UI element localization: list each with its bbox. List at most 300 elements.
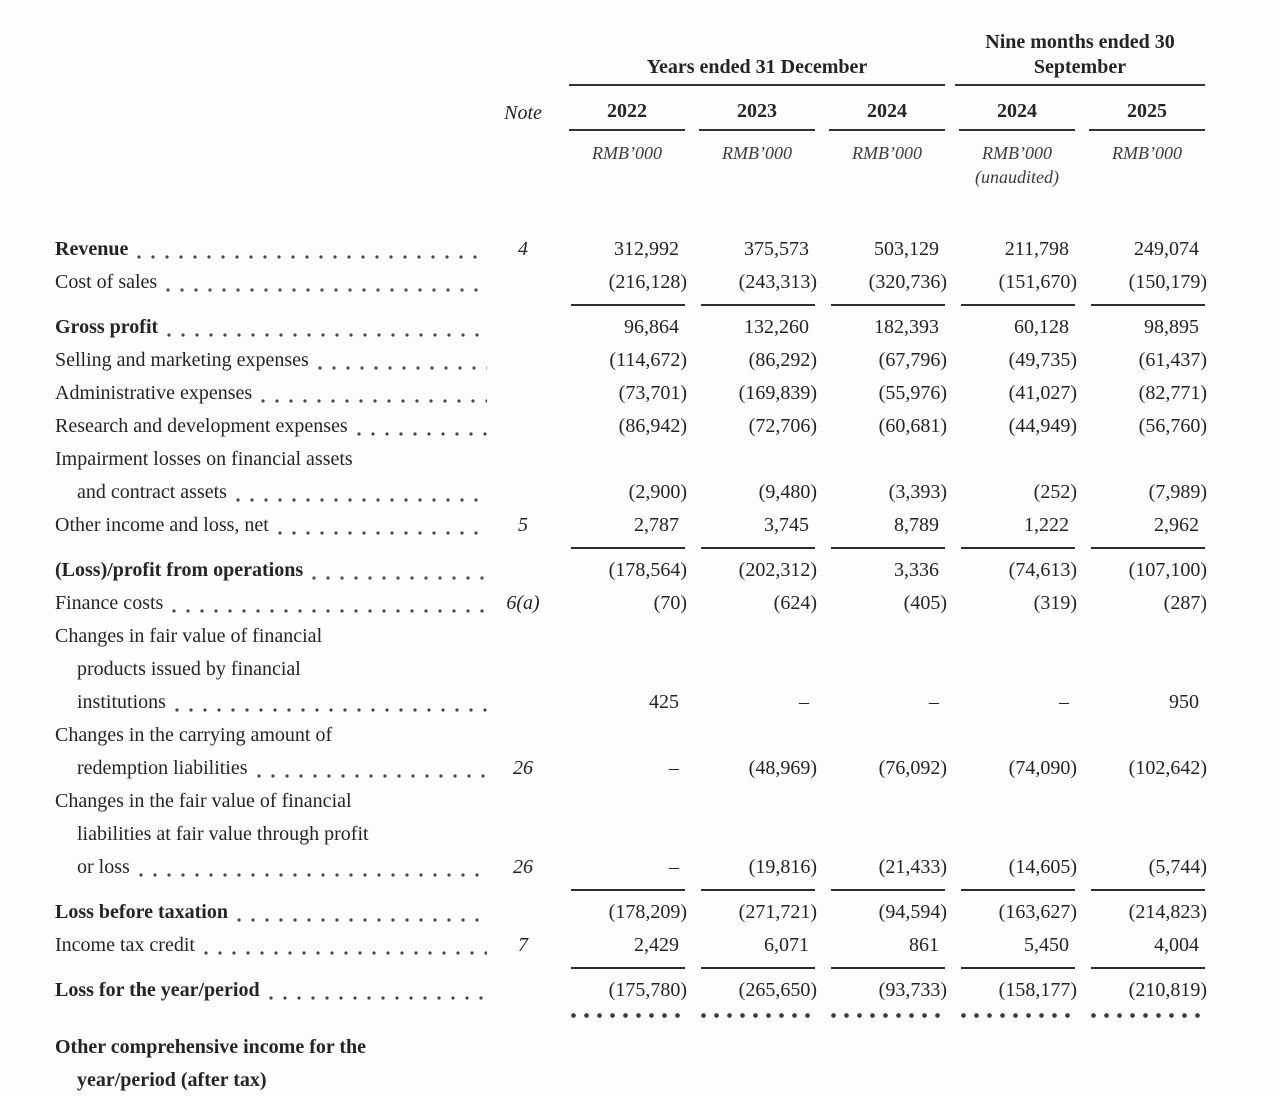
row-label-text: (Loss)/profit from operations [55, 559, 304, 581]
value-box [1091, 476, 1205, 509]
period-group-title: Nine months ended 30 September [985, 31, 1175, 78]
value-cell [685, 311, 815, 344]
value-cell [685, 974, 815, 1007]
value: (55,976) [878, 382, 947, 404]
value: (19,816) [748, 856, 817, 878]
value-box [571, 974, 685, 1007]
row-label-text: institutions [77, 691, 166, 713]
value-box [701, 752, 815, 785]
value: 950 [1169, 691, 1199, 713]
value-box [831, 410, 945, 443]
value-cell [555, 476, 685, 509]
value: 211,798 [1004, 238, 1069, 260]
value: (2,900) [628, 481, 687, 503]
value-cell [945, 377, 1075, 410]
value-box [571, 476, 685, 509]
value-box [571, 344, 685, 377]
row-label [55, 974, 491, 1007]
row-label-line [55, 1064, 491, 1096]
value: 425 [649, 691, 679, 713]
value: 132,260 [744, 316, 809, 338]
dot-leader [172, 609, 487, 613]
value: 2,962 [1154, 514, 1199, 536]
dot-leader [139, 873, 487, 877]
row-label-line [55, 620, 491, 653]
row-label [55, 233, 491, 266]
table-row [55, 719, 1278, 785]
value-cell [1075, 929, 1205, 962]
value-cell [1075, 587, 1205, 620]
value: (56,760) [1138, 415, 1207, 437]
value-box [961, 311, 1075, 344]
row-label-line [55, 233, 491, 266]
value: (5,744) [1148, 856, 1207, 878]
value-cell [945, 476, 1075, 509]
row-label-text: Changes in the fair value of financial [55, 790, 352, 812]
value: (9,480) [758, 481, 817, 503]
value: (48,969) [748, 757, 817, 779]
value-cell [1075, 752, 1205, 785]
value: 60,128 [1014, 316, 1069, 338]
value-box [1091, 587, 1205, 620]
value: (86,292) [748, 349, 817, 371]
value-cell [685, 752, 815, 785]
unit-label: RMB’000 [592, 143, 662, 163]
value: 861 [909, 934, 939, 956]
value: (74,613) [1008, 559, 1077, 581]
note-ref: 7 [518, 934, 528, 956]
value-cell [815, 266, 945, 299]
year-header-2022: 2022 [569, 98, 685, 131]
value: (41,027) [1008, 382, 1077, 404]
row-label [55, 1031, 491, 1096]
row-label-line [55, 554, 491, 587]
value-cell [815, 896, 945, 929]
value-cell [555, 896, 685, 929]
value-box [1091, 752, 1205, 785]
value: (60,681) [878, 415, 947, 437]
value: (287) [1163, 592, 1207, 614]
value: 375,573 [744, 238, 809, 260]
row-label-line [55, 896, 491, 929]
value-cell [555, 851, 685, 884]
value-box [831, 344, 945, 377]
value: (70) [653, 592, 687, 614]
value-box [701, 311, 815, 344]
dot-leader [278, 531, 487, 535]
value-box [961, 587, 1075, 620]
row-label-text: Other income and loss, net [55, 514, 269, 536]
value: (67,796) [878, 349, 947, 371]
row-label-line [55, 509, 491, 542]
value-cell [685, 851, 815, 884]
value-box [831, 509, 945, 542]
row-label-text: Cost of sales [55, 271, 158, 293]
note-ref: 5 [518, 514, 528, 536]
table-row [55, 377, 1278, 410]
dot-leader [318, 366, 487, 370]
value-box [831, 851, 945, 884]
value-box [701, 686, 815, 719]
row-label [55, 554, 491, 587]
year-header-2024: 2024 [829, 98, 945, 131]
value: (150,179) [1128, 271, 1207, 293]
value: (151,670) [998, 271, 1077, 293]
value: (214,823) [1128, 901, 1207, 923]
value-cell [945, 851, 1075, 884]
value-cell [685, 410, 815, 443]
value: (320,736) [868, 271, 947, 293]
value: (82,771) [1138, 382, 1207, 404]
dot-leader [167, 333, 487, 337]
unit-label: RMB’000 [1112, 143, 1182, 163]
table-row [55, 311, 1278, 344]
row-label-text: Research and development expenses [55, 415, 348, 437]
value: (7,989) [1148, 481, 1207, 503]
value-box [831, 233, 945, 266]
value-box [961, 974, 1075, 1007]
value-box [571, 686, 685, 719]
value-cell [555, 587, 685, 620]
value: (178,564) [608, 559, 687, 581]
value-cell [1075, 476, 1205, 509]
note-ref: 26 [513, 757, 533, 779]
dot-leader [261, 399, 487, 403]
unit-label: RMB’000 [852, 143, 922, 163]
value-box [831, 929, 945, 962]
value-cell [815, 851, 945, 884]
value-box [961, 752, 1075, 785]
table-row [55, 1031, 1278, 1096]
row-label-line [55, 266, 491, 299]
value: (21,433) [878, 856, 947, 878]
value-cell [945, 896, 1075, 929]
row-label-line [55, 311, 491, 344]
spacer [491, 131, 555, 189]
value-cell [815, 377, 945, 410]
row-label-text: or loss [77, 856, 130, 878]
value: – [669, 856, 679, 878]
value-box [571, 509, 685, 542]
value: (114,672) [609, 349, 687, 371]
value: (169,839) [738, 382, 817, 404]
value-cell [945, 266, 1075, 299]
value: (107,100) [1128, 559, 1207, 581]
value-cell [945, 311, 1075, 344]
value: (102,642) [1128, 757, 1207, 779]
value-box [961, 896, 1075, 929]
value-cell [1075, 410, 1205, 443]
value-cell [1075, 974, 1205, 1007]
value: (3,393) [888, 481, 947, 503]
value-cell [945, 509, 1075, 542]
value-box [1091, 344, 1205, 377]
value: (252) [1033, 481, 1077, 503]
unit-label: RMB’000 [722, 143, 792, 163]
value-box [571, 233, 685, 266]
value-cell [815, 233, 945, 266]
value: 312,992 [614, 238, 679, 260]
value-cell [555, 554, 685, 587]
value-box [961, 476, 1075, 509]
row-label-text: liabilities at fair value through profit [77, 823, 369, 845]
value: 3,745 [764, 514, 809, 536]
value-cell [1075, 266, 1205, 299]
value-box [831, 554, 945, 587]
value-box [701, 344, 815, 377]
note-ref: 26 [513, 856, 533, 878]
value-cell [555, 266, 685, 299]
spacer [55, 131, 491, 189]
value-box [571, 896, 685, 929]
value: (202,312) [738, 559, 817, 581]
row-label-text: Selling and marketing expenses [55, 349, 309, 371]
value-box [701, 974, 815, 1007]
row-label [55, 719, 491, 785]
value: 98,895 [1144, 316, 1199, 338]
value-cell [685, 344, 815, 377]
value-cell [1075, 233, 1205, 266]
value: (86,942) [618, 415, 687, 437]
row-label-text: and contract assets [77, 481, 227, 503]
value-box [1091, 377, 1205, 410]
value-box [961, 509, 1075, 542]
table-row [55, 587, 1278, 620]
value-cell [685, 587, 815, 620]
value: 4,004 [1154, 934, 1199, 956]
row-label-text: Finance costs [55, 592, 164, 614]
value-box [831, 587, 945, 620]
value-cell [815, 509, 945, 542]
dot-leader [357, 432, 487, 436]
table-row [55, 410, 1278, 443]
value-box [961, 929, 1075, 962]
dot-leader [269, 996, 487, 1000]
value-cell [945, 233, 1075, 266]
value-box [701, 266, 815, 299]
period-group-years-ended [569, 55, 945, 86]
table-row [55, 344, 1278, 377]
row-label-text: Revenue [55, 238, 129, 260]
value-box [571, 377, 685, 410]
value: 3,336 [894, 559, 939, 581]
value: (44,949) [1008, 415, 1077, 437]
value-box [571, 587, 685, 620]
row-label-text: Changes in the carrying amount of [55, 724, 333, 746]
row-label [55, 509, 491, 542]
value: – [799, 691, 809, 713]
value-cell [685, 233, 815, 266]
value-cell [555, 311, 685, 344]
value-box [961, 266, 1075, 299]
value-box [701, 509, 815, 542]
unit-label [959, 131, 1075, 189]
value: (265,650) [738, 979, 817, 1001]
value-cell [1075, 344, 1205, 377]
dot-leader [204, 951, 487, 955]
row-label-line [55, 719, 491, 752]
unit-row [55, 131, 1278, 189]
row-label [55, 410, 491, 443]
value-box [831, 896, 945, 929]
row-label [55, 785, 491, 884]
table-row [55, 266, 1278, 299]
value-cell [555, 509, 685, 542]
value-cell [685, 266, 815, 299]
value-cell [1075, 509, 1205, 542]
value: (74,090) [1008, 757, 1077, 779]
value: (14,605) [1008, 856, 1077, 878]
value: 8,789 [894, 514, 939, 536]
year-header-2023: 2023 [699, 98, 815, 131]
value-box [701, 929, 815, 962]
value: (405) [903, 592, 947, 614]
row-label [55, 311, 491, 344]
row-label [55, 344, 491, 377]
value-cell [945, 410, 1075, 443]
dot-leader [237, 918, 487, 922]
value-cell [815, 311, 945, 344]
row-label-line [55, 752, 491, 785]
value: (271,721) [738, 901, 817, 923]
row-label-text: Impairment losses on financial assets [55, 448, 353, 470]
row-label-line [55, 686, 491, 719]
value-box [571, 929, 685, 962]
value-cell [555, 344, 685, 377]
value-cell [815, 974, 945, 1007]
value-box [831, 311, 945, 344]
table-row [55, 554, 1278, 587]
value-cell [1075, 377, 1205, 410]
value-box [961, 233, 1075, 266]
value-cell [555, 410, 685, 443]
row-label-text: Other comprehensive income for the [55, 1036, 367, 1058]
row-label-line [55, 929, 491, 962]
note-ref: 6(a) [506, 592, 540, 614]
period-group-title: Years ended 31 December [646, 56, 868, 78]
value: 503,129 [874, 238, 939, 260]
value: (73,701) [618, 382, 687, 404]
value: (319) [1033, 592, 1077, 614]
value-box [571, 410, 685, 443]
value-cell [555, 929, 685, 962]
value-box [571, 851, 685, 884]
value: (72,706) [748, 415, 817, 437]
value: 96,864 [624, 316, 679, 338]
table-row [55, 620, 1278, 719]
value-box [701, 233, 815, 266]
value-cell [685, 377, 815, 410]
value: (61,437) [1138, 349, 1207, 371]
value-cell [815, 554, 945, 587]
value-box [961, 851, 1075, 884]
row-label [55, 443, 491, 509]
table-row [55, 929, 1278, 962]
row-label-text: Gross profit [55, 316, 159, 338]
value-box [571, 554, 685, 587]
dot-leader [257, 774, 487, 778]
value: – [1059, 691, 1069, 713]
unit-label-text: RMB’000 [982, 143, 1052, 163]
row-label-line [55, 785, 491, 818]
value-cell [555, 233, 685, 266]
value-cell [815, 587, 945, 620]
value-box [571, 311, 685, 344]
year-header-2024-nine-months: 2024 [959, 98, 1075, 131]
table-row [55, 509, 1278, 542]
value-cell [945, 587, 1075, 620]
value-box [831, 266, 945, 299]
value-box [831, 974, 945, 1007]
row-label-text: Administrative expenses [55, 382, 253, 404]
value-cell [945, 974, 1075, 1007]
value-cell [555, 752, 685, 785]
value-box [961, 344, 1075, 377]
value-cell [815, 686, 945, 719]
value-box [701, 410, 815, 443]
table-row [55, 896, 1278, 929]
value: (178,209) [608, 901, 687, 923]
row-label-line [55, 818, 491, 851]
value-cell [815, 476, 945, 509]
value-cell [1075, 686, 1205, 719]
row-label-text: Loss for the year/period [55, 979, 260, 1001]
row-label [55, 620, 491, 719]
row-label-line [55, 443, 491, 476]
value: 5,450 [1024, 934, 1069, 956]
value-box [1091, 896, 1205, 929]
value-box [1091, 410, 1205, 443]
value: (93,733) [878, 979, 947, 1001]
value-cell [945, 752, 1075, 785]
statement-rows [55, 233, 1278, 1096]
row-label-line [55, 377, 491, 410]
spacer [55, 86, 491, 131]
value-box [701, 851, 815, 884]
value-box [1091, 974, 1205, 1007]
dot-leader [236, 498, 487, 502]
value-cell [815, 410, 945, 443]
value-box [831, 686, 945, 719]
value-cell [555, 377, 685, 410]
year-header-row [55, 86, 1278, 131]
value-cell [945, 344, 1075, 377]
value-box [961, 377, 1075, 410]
row-label [55, 377, 491, 410]
row-label-text: products issued by financial [77, 658, 301, 680]
value-cell [1075, 311, 1205, 344]
value-cell [1075, 896, 1205, 929]
value-cell [685, 554, 815, 587]
note-column-header: Note [504, 102, 542, 124]
row-label-text: Income tax credit [55, 934, 195, 956]
value-cell [945, 554, 1075, 587]
value-cell [685, 896, 815, 929]
row-label-text: year/period (after tax) [77, 1069, 267, 1091]
period-group-nine-months [955, 30, 1205, 86]
value: (94,594) [878, 901, 947, 923]
value-box [1091, 686, 1205, 719]
row-label-text: redemption liabilities [77, 757, 248, 779]
value: (49,735) [1008, 349, 1077, 371]
row-label [55, 266, 491, 299]
value: (624) [773, 592, 817, 614]
unaudited-label: (unaudited) [975, 167, 1059, 187]
value: (210,819) [1128, 979, 1207, 1001]
dot-leader [137, 255, 487, 259]
value: 2,429 [634, 934, 679, 956]
value: (76,092) [878, 757, 947, 779]
